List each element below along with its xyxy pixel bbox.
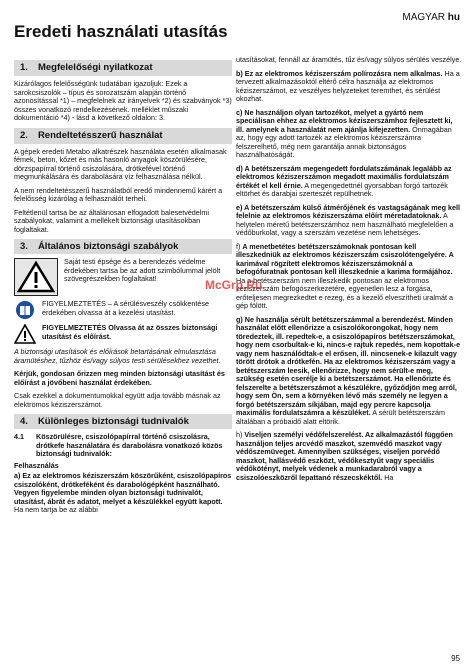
section-heading-2: 2. Rendeltetésszerű használat [14, 128, 232, 144]
subsection-heading: 4.1 Köszörülésre, csiszolópapírral történő csiszolásra, drótkefe használatára és darabolásra vonatkozó közös biztonsági tudnivalók: [14, 432, 223, 458]
page-title: Eredeti használati utasítás [14, 22, 228, 41]
manual-note-text: FIGYELMEZTETÉS – A sérülésveszély csökkentése érdekében olvassa át a kezelési utasítást. [42, 299, 209, 317]
warning-note [14, 324, 232, 344]
language-label: MAGYAR hu [402, 12, 460, 23]
paragraph: h) Viseljen személyi védőfelszerelést. Az alkalmazástól függően használjon teljes arcvédő maszkot, szemvédő maszkot vagy védőszemüveget. Amennyiben szükséges, viseljen porvédő maszkot, hallásvédő eszközt, védőkesztyűt vagy speciális védőkötényt, melyek védenek a munkadarabról vagy a csiszolóeszközről lepattanó részecskéktől. Ha [236, 430, 453, 482]
paragraph: A nem rendeltetésszerű használatból eredő mindennemű kárért a felelősség kizárólag a felhasználót terheli. [14, 185, 223, 203]
warning-note-text: FIGYELMEZTETÉS Olvassa át az összes biztonsági utasítást és előírást. [42, 323, 218, 341]
read-manual-icon [14, 300, 36, 320]
warning-triangle-icon [14, 324, 36, 344]
left-column [14, 56, 232, 520]
paragraph: A gépek eredeti Metabo alkatrészek használata esetén alkalmasak fémek, beton, kőzet és más hasonló anyagok köszörülésére, dörzspapírral történő csiszolására, drótkefével történő megmunkálására és darabolására víz felhasználása nélkül. [14, 146, 227, 181]
paragraph: a) Ez az elektromos kéziszerszám köszörűként, csiszolópapíros csiszolóként, drótkeféként és darabológépként használható. Vegyen figyelembe minden olyan biztonsági tudnivalót, utasítást, ábrát és adatot, melyet a készülékkel együtt kapott. Ha nem tartja be az alábbi [14, 471, 232, 514]
watermark: McGrp.Ru [205, 278, 263, 292]
paragraph: g) Ne használja sérült betétszerszámmal a berendezést. Minden használat előtt ellenőrizze a csiszolókorongokat, hogy nem töredeztek, ill. repedtek-e, a csiszolópapíros betétszerszámokat, hogy nem csorbultak-e ki, nincs-e rajtuk repedés, nem kopottak-e vagy nem használódtak-e el erősen, ill. nincsenek-e kilazult vagy törött drótok a drótkefén. Ha az elektromos kéziszerszám vagy a betétszerszám leesik, ellenőrizze, hogy nem sérült-e meg, szükség esetén cserélje ki a betétszerszámot. Ha ellenőrizte és felszerelte a betétszerszámot a készülékre, győződjön meg arról, hogy sem Ön, sem a környéken lévő más személy ne legyen a forgó betétszerszám síkjában, majd egy percre kapcsolja maximális fordulatszámra a készüléket. A sérült betétszerszám általában a próbaidő alatt eltörik. [236, 314, 461, 426]
paragraph: f) A menetbetétes betétszerszámoknak pontosan kell illeszkedniük az elektromos kéziszerszám csiszolótengelyére. A karimával rögzített elektromos kéziszerszámoknál a befogófuratnak pontosan kell illeszkednie a karima formájához. Ha a betétszerszám nem illeszkedik pontosan az elektromos kéziszerszám befogószerkezetére, egyenetlen lesz a forgása, erőteljesen megrezkedtet e rezeg, és a kezelő elveszítheti uralmát a gép fölött. [236, 241, 454, 310]
paragraph: d) A betétszerszám megengedett fordulatszámának legalább az elektromos kéziszerszámon megadott maximális fordulatszám értékét el kell érnie. A megengedettnél gyorsabban forgó tartozék eltörhet és darabjai szerteszét repülhetnek. [236, 163, 452, 198]
symbol-note-text: Saját testi épsége és a berendezés védelme érdekében tartsa be az adott szimbólummal jelölt szövegrészekben foglaltakat! [64, 257, 221, 283]
paragraph: c) Ne használjon olyan tartozékot, melyet a gyártó nem speciálisan ehhez az elektromos kéziszerszámhoz fejlesztett ki, ill. amelynek a használatát nem ajánlja kifejezetten. Önmagában az, hogy egy adott tartozék az elektromos kéziszerszámra felszerelhető, még nem garantálja annak biztonságos használhatóságát. [236, 107, 453, 159]
manual-note [14, 300, 232, 320]
symbol-note [14, 258, 232, 296]
subsection-label: Felhasználás [14, 460, 59, 470]
paragraph: Csak ezekkel a dokumentumokkal együtt adja tovább másnak az elektromos kéziszerszámot. [14, 391, 221, 409]
paragraph: e) A betétszerszám külső átmérőjének és vastagságának meg kell felelnie az elektromos kéziszerszáma előírt méretadatoknak. A helytelen méretű betétszerszámhoz nem használható megfelelően a védőburkolat, vagy a szerszám vezetése nem lehetséges. [236, 202, 460, 237]
paragraph: Kérjük, gondosan őrizzen meg minden biztonsági utasítást és előírást a jövőbeni használat érdekében. [14, 369, 225, 387]
right-column [236, 56, 462, 487]
section-heading-1: 1. Megfelelőségi nyilatkozat [14, 60, 232, 76]
section-heading-3: 3. Általános biztonsági szabályok [14, 239, 232, 254]
paragraph: utasításokat, fennáll az áramütés, tűz és/vagy súlyos sérülés veszélye. [236, 55, 462, 64]
paragraph: Feltétlenül tartsa be az általánosan elfogadott balesetvédelmi szabályokat, valamint a mellékelt biztonsági utasításokban foglaltakat. [14, 207, 209, 234]
paragraph: Kizárólagos felelősségünk tudatában igazoljuk: Ezek a sarokcsiszolók – típus és sorozatszám alapján történő azonosítással *1) – megfelelnek az irányelvek *2) és szabványok *3) összes vonatkozó rendelkezésének. melléklet műszaki dokumentáció *4) - lásd a következő oldalon: 3. [14, 79, 232, 122]
section-heading-4: 4. Különleges biztonsági tudnivalók [14, 414, 232, 429]
warning-symbol-icon [14, 258, 58, 296]
page-number: 95 [451, 654, 460, 663]
paragraph: b) Ez az elektromos kéziszerszám polírozásra nem alkalmas. Ha a tervezett alkalmazásoktól eltérő célra használja az elektromos kéziszerszámot, ez veszélyes helyzeteket teremthet, és sérülést okozhat. [236, 68, 460, 103]
paragraph: A biztonsági utasítások és előírások betartásának elmulasztása áramütéshez, tűzhöz és/vagy súlyos testi sérülésekhez vezethet. [14, 347, 221, 365]
